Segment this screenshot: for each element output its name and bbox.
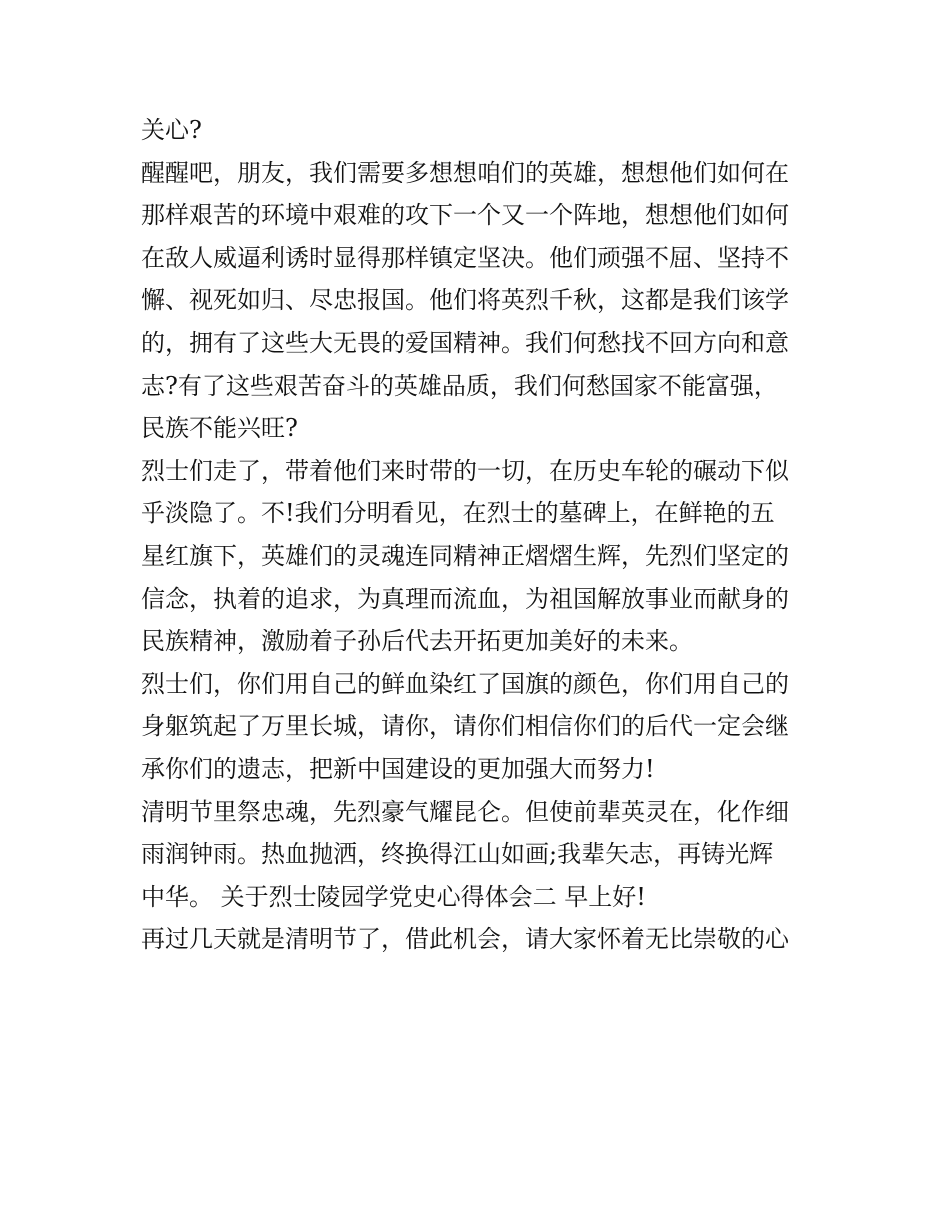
text-line: 的，拥有了这些大无畏的爱国精神。我们何愁找不回方向和意 xyxy=(141,328,789,357)
text-line: 乎淡隐了。不!我们分明看见，在烈士的墓碑上，在鲜艳的五 xyxy=(141,499,775,528)
text-line: 烈士们走了，带着他们来时带的一切，在历史车轮的碾动下似 xyxy=(141,456,789,485)
text-line: 民族不能兴旺? xyxy=(141,414,298,443)
text-line: 志?有了这些艰苦奋斗的英雄品质，我们何愁国家不能富强， xyxy=(141,371,778,400)
text-line: 承你们的遗志，把新中国建设的更加强大而努力! xyxy=(141,754,655,783)
text-line: 信念，执着的追求，为真理而流血，为祖国解放事业而献身的 xyxy=(141,584,789,613)
text-line: 那样艰苦的环境中艰难的攻下一个又一个阵地，想想他们如何 xyxy=(141,201,789,230)
text-line: 民族精神，激励着子孙后代去开拓更加美好的未来。 xyxy=(141,627,693,656)
text-line: 中华。 关于烈士陵园学党史心得体会二 早上好! xyxy=(141,882,646,911)
text-line: 在敌人威逼利诱时显得那样镇定坚决。他们顽强不屈、坚持不 xyxy=(141,243,789,272)
text-line: 星红旗下，英雄们的灵魂连同精神正熠熠生辉，先烈们坚定的 xyxy=(141,541,789,570)
text-line: 关心? xyxy=(141,116,202,144)
text-line: 身躯筑起了万里长城，请你，请你们相信你们的后代一定会继 xyxy=(141,712,789,741)
text-line: 醒醒吧，朋友，我们需要多想想咱们的英雄，想想他们如何在 xyxy=(141,158,789,187)
text-line: 再过几天就是清明节了，借此机会，请大家怀着无比崇敬的心 xyxy=(141,925,789,954)
text-line: 懈、视死如归、尽忠报国。他们将英烈千秋，这都是我们该学 xyxy=(141,286,789,315)
text-line: 清明节里祭忠魂，先烈豪气耀昆仑。但使前辈英灵在，化作细 xyxy=(141,797,789,826)
document-body xyxy=(141,109,821,961)
text-line: 雨润钟雨。热血抛洒，终换得江山如画;我辈矢志，再铸光辉 xyxy=(141,840,774,869)
text-line: 烈士们，你们用自己的鲜血染红了国旗的颜色，你们用自己的 xyxy=(141,669,789,698)
